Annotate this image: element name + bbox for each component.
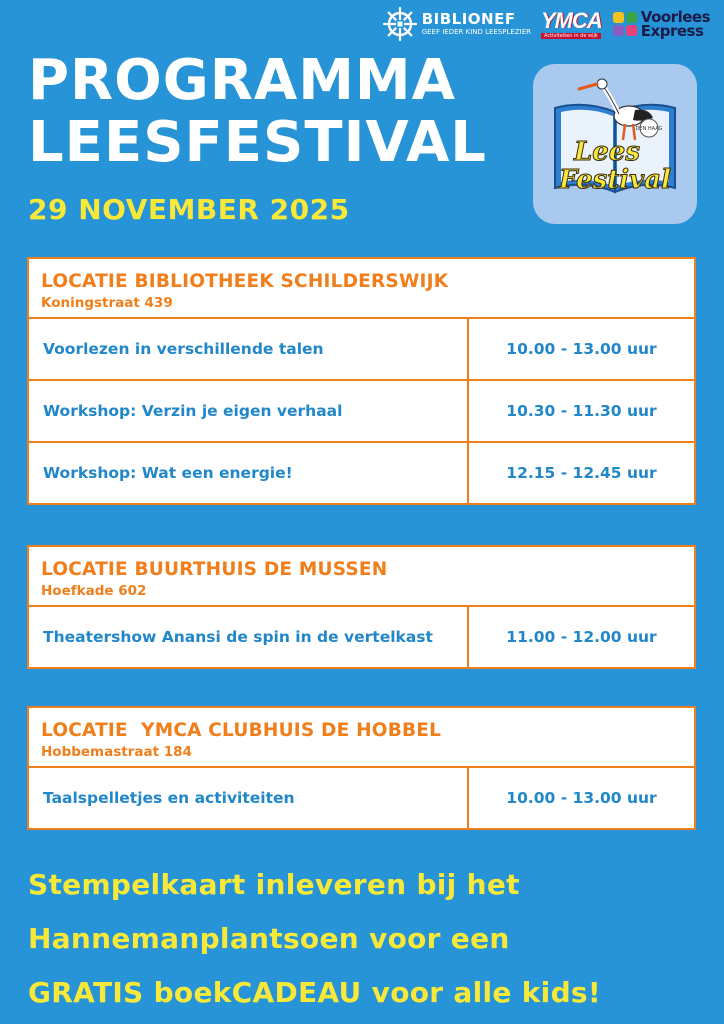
location-block-bibliotheek [27,257,696,505]
activity-time: 11.00 - 12.00 uur [506,628,657,646]
location-address: Hoefkade 602 [41,583,147,599]
location-name: LOCATIE BIBLIOTHEEK SCHILDERSWIJK [41,271,449,292]
partner-logos [382,6,710,42]
location-header [29,547,694,607]
table-row [29,381,694,443]
activity-time: 10.00 - 13.00 uur [506,789,657,807]
title-line-1: PROGRAMMA [28,48,456,113]
ymca-logo [541,7,602,39]
ship-wheel-icon [382,6,418,42]
activity-time: 12.15 - 12.45 uur [506,464,657,482]
footer-line: Stempelkaart inleveren bij het [28,868,520,901]
voorlees-express-logo [612,7,710,40]
festival-word-2: Festival [559,165,671,195]
festival-stamp: DEN HAAG [635,126,663,132]
biblionef-name: BIBLIONEF [421,10,516,28]
ymca-name: YMCA [541,7,602,33]
activity-name: Voorlezen in verschillende talen [29,319,469,379]
table-row [29,319,694,381]
event-date: 29 NOVEMBER 2025 [28,193,350,226]
stork-book-illustration [533,64,697,224]
activity-name: Workshop: Wat een energie! [29,443,469,503]
festival-word-1: Lees [573,137,641,167]
table-row [29,768,694,828]
activity-time: 10.30 - 11.30 uur [506,402,657,420]
location-header [29,708,694,768]
location-block-de-mussen [27,545,696,669]
footer-note [28,858,601,1020]
puzzle-icon [612,11,638,37]
activity-name: Workshop: Verzin je eigen verhaal [29,381,469,441]
page-title [28,50,487,174]
location-name: LOCATIE BUURTHUIS DE MUSSEN [41,559,388,580]
voorlees-line2: Express [640,22,704,40]
table-row [29,607,694,667]
location-address: Koningstraat 439 [41,295,173,311]
footer-line: GRATIS boekCADEAU voor alle kids! [28,976,601,1009]
location-block-de-hobbel [27,706,696,830]
voorlees-line1: Voorlees [640,7,710,26]
table-row [29,443,694,503]
title-line-2: LEESFESTIVAL [28,110,487,175]
activity-name: Taalspelletjes en activiteiten [29,768,469,828]
biblionef-logo [382,6,531,42]
leesfestival-logo [533,64,697,224]
location-name: LOCATIE YMCA CLUBHUIS DE HOBBEL [41,720,442,741]
location-address: Hobbemastraat 184 [41,744,192,760]
activity-name: Theatershow Anansi de spin in de vertelkast [29,607,469,667]
location-header [29,259,694,319]
ymca-tagline: Activiteiten in de wijk [541,33,601,39]
biblionef-tagline: GEEF IEDER KIND LEESPLEZIER [421,28,531,36]
activity-time: 10.00 - 13.00 uur [506,340,657,358]
footer-line: Hannemanplantsoen voor een [28,922,510,955]
